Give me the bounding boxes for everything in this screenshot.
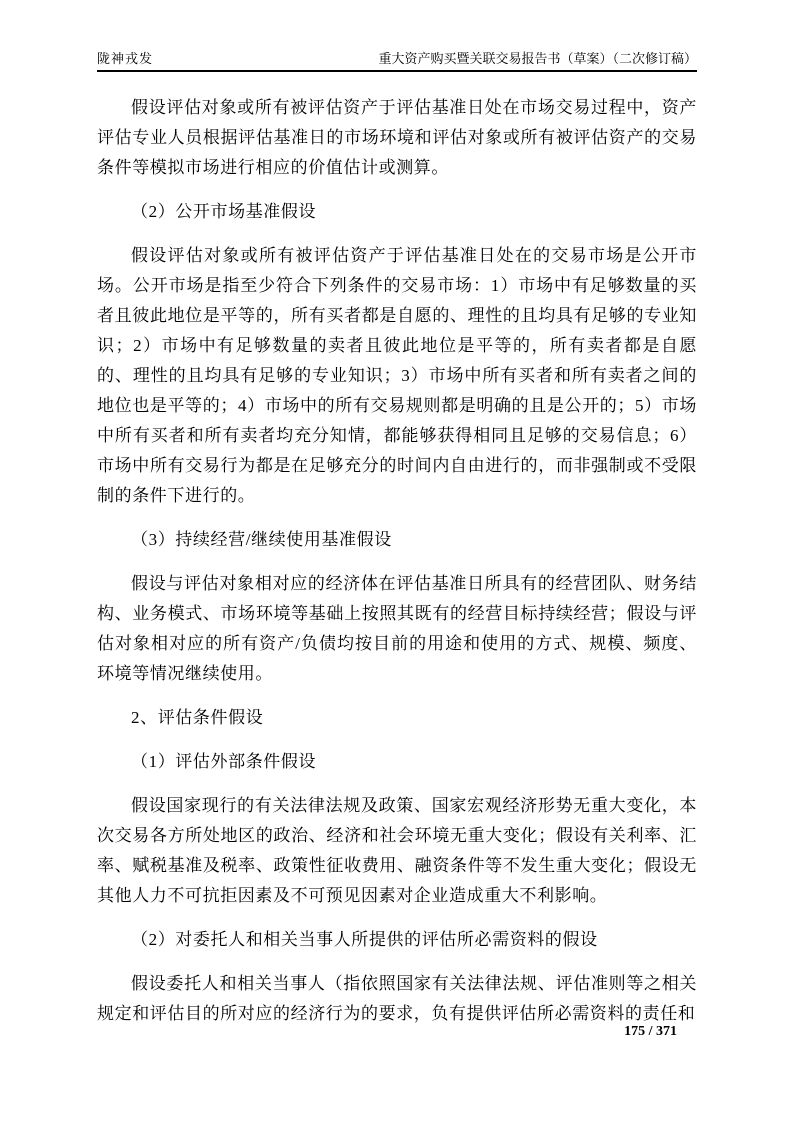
paragraph-going-concern: 假设与评估对象相对应的经济体在评估基准日所具有的经营团队、财务结构、业务模式、市场环境等基础上按照其既有的经营目标持续经营；假设与评估对象相对应的所有资产/负债均按目前的用途和使用的方式、规模、频度、环境等情况继续使用。 [97,574,697,683]
section-heading-external-conditions: （1）评估外部条件假设 [131,752,317,771]
page-number: 175 / 371 [624,1024,677,1039]
header-document-title: 重大资产购买暨关联交易报告书（草案）（二次修订稿） [378,51,697,66]
section-heading-valuation-condition-assumptions: 2、评估条件假设 [131,708,264,727]
paragraph-open-market-conditions: 假设评估对象或所有被评估资产于评估基准日处在的交易市场是公开市场。公开市场是指至少符合下列条件的交易市场：1）市场中有足够数量的买者且彼此地位是平等的，所有买者都是自愿的、理性的且均具有足够的专业知识；2）市场中有足够数量的卖者且彼此地位是平等的，所有卖者都是自愿的、理性的且均具有足够的专业知识；3）市场中所有买者和所有卖者之间的地位也是平等的；4）市场中的所有交易规则都是明确的且是公开的；5）市场中所有买者和所有卖者均充分知情，都能够获得相同且足够的交易信息；6）市场中所有交易行为都是在足够充分的时间内自由进行的，而非强制或不受限制的条件下进行的。 [97,246,697,505]
section-heading-open-market: （2）公开市场基准假设 [131,202,317,221]
section-heading-going-concern: （3）持续经营/继续使用基准假设 [131,530,392,549]
document-body [97,72,697,1029]
paragraph-client-materials: 假设委托人和相关当事人（指依照国家有关法律法规、评估准则等之相关规定和评估目的所对应的经济行为的要求，负有提供评估所必需资料的责任和 [97,974,697,1023]
page-header [97,50,697,72]
page-footer [624,1022,677,1042]
paragraph-external-conditions: 假设国家现行的有关法律法规及政策、国家宏观经济形势无重大变化，本次交易各方所处地区的政治、经济和社会环境无重大变化；假设有关利率、汇率、赋税基准及税率、政策性征收费用、融资条件等不发生重大变化；假设无其他人力不可抗拒因素及不可预见因素对企业造成重大不利影响。 [97,796,697,905]
section-heading-client-materials: （2）对委托人和相关当事人所提供的评估所必需资料的假设 [131,930,598,949]
header-company-name: 陇神戎发 [97,51,154,66]
paragraph-market-simulation: 假设评估对象或所有被评估资产于评估基准日处在市场交易过程中，资产评估专业人员根据评估基准日的市场环境和评估对象或所有被评估资产的交易条件等模拟市场进行相应的价值估计或测算。 [97,98,697,177]
